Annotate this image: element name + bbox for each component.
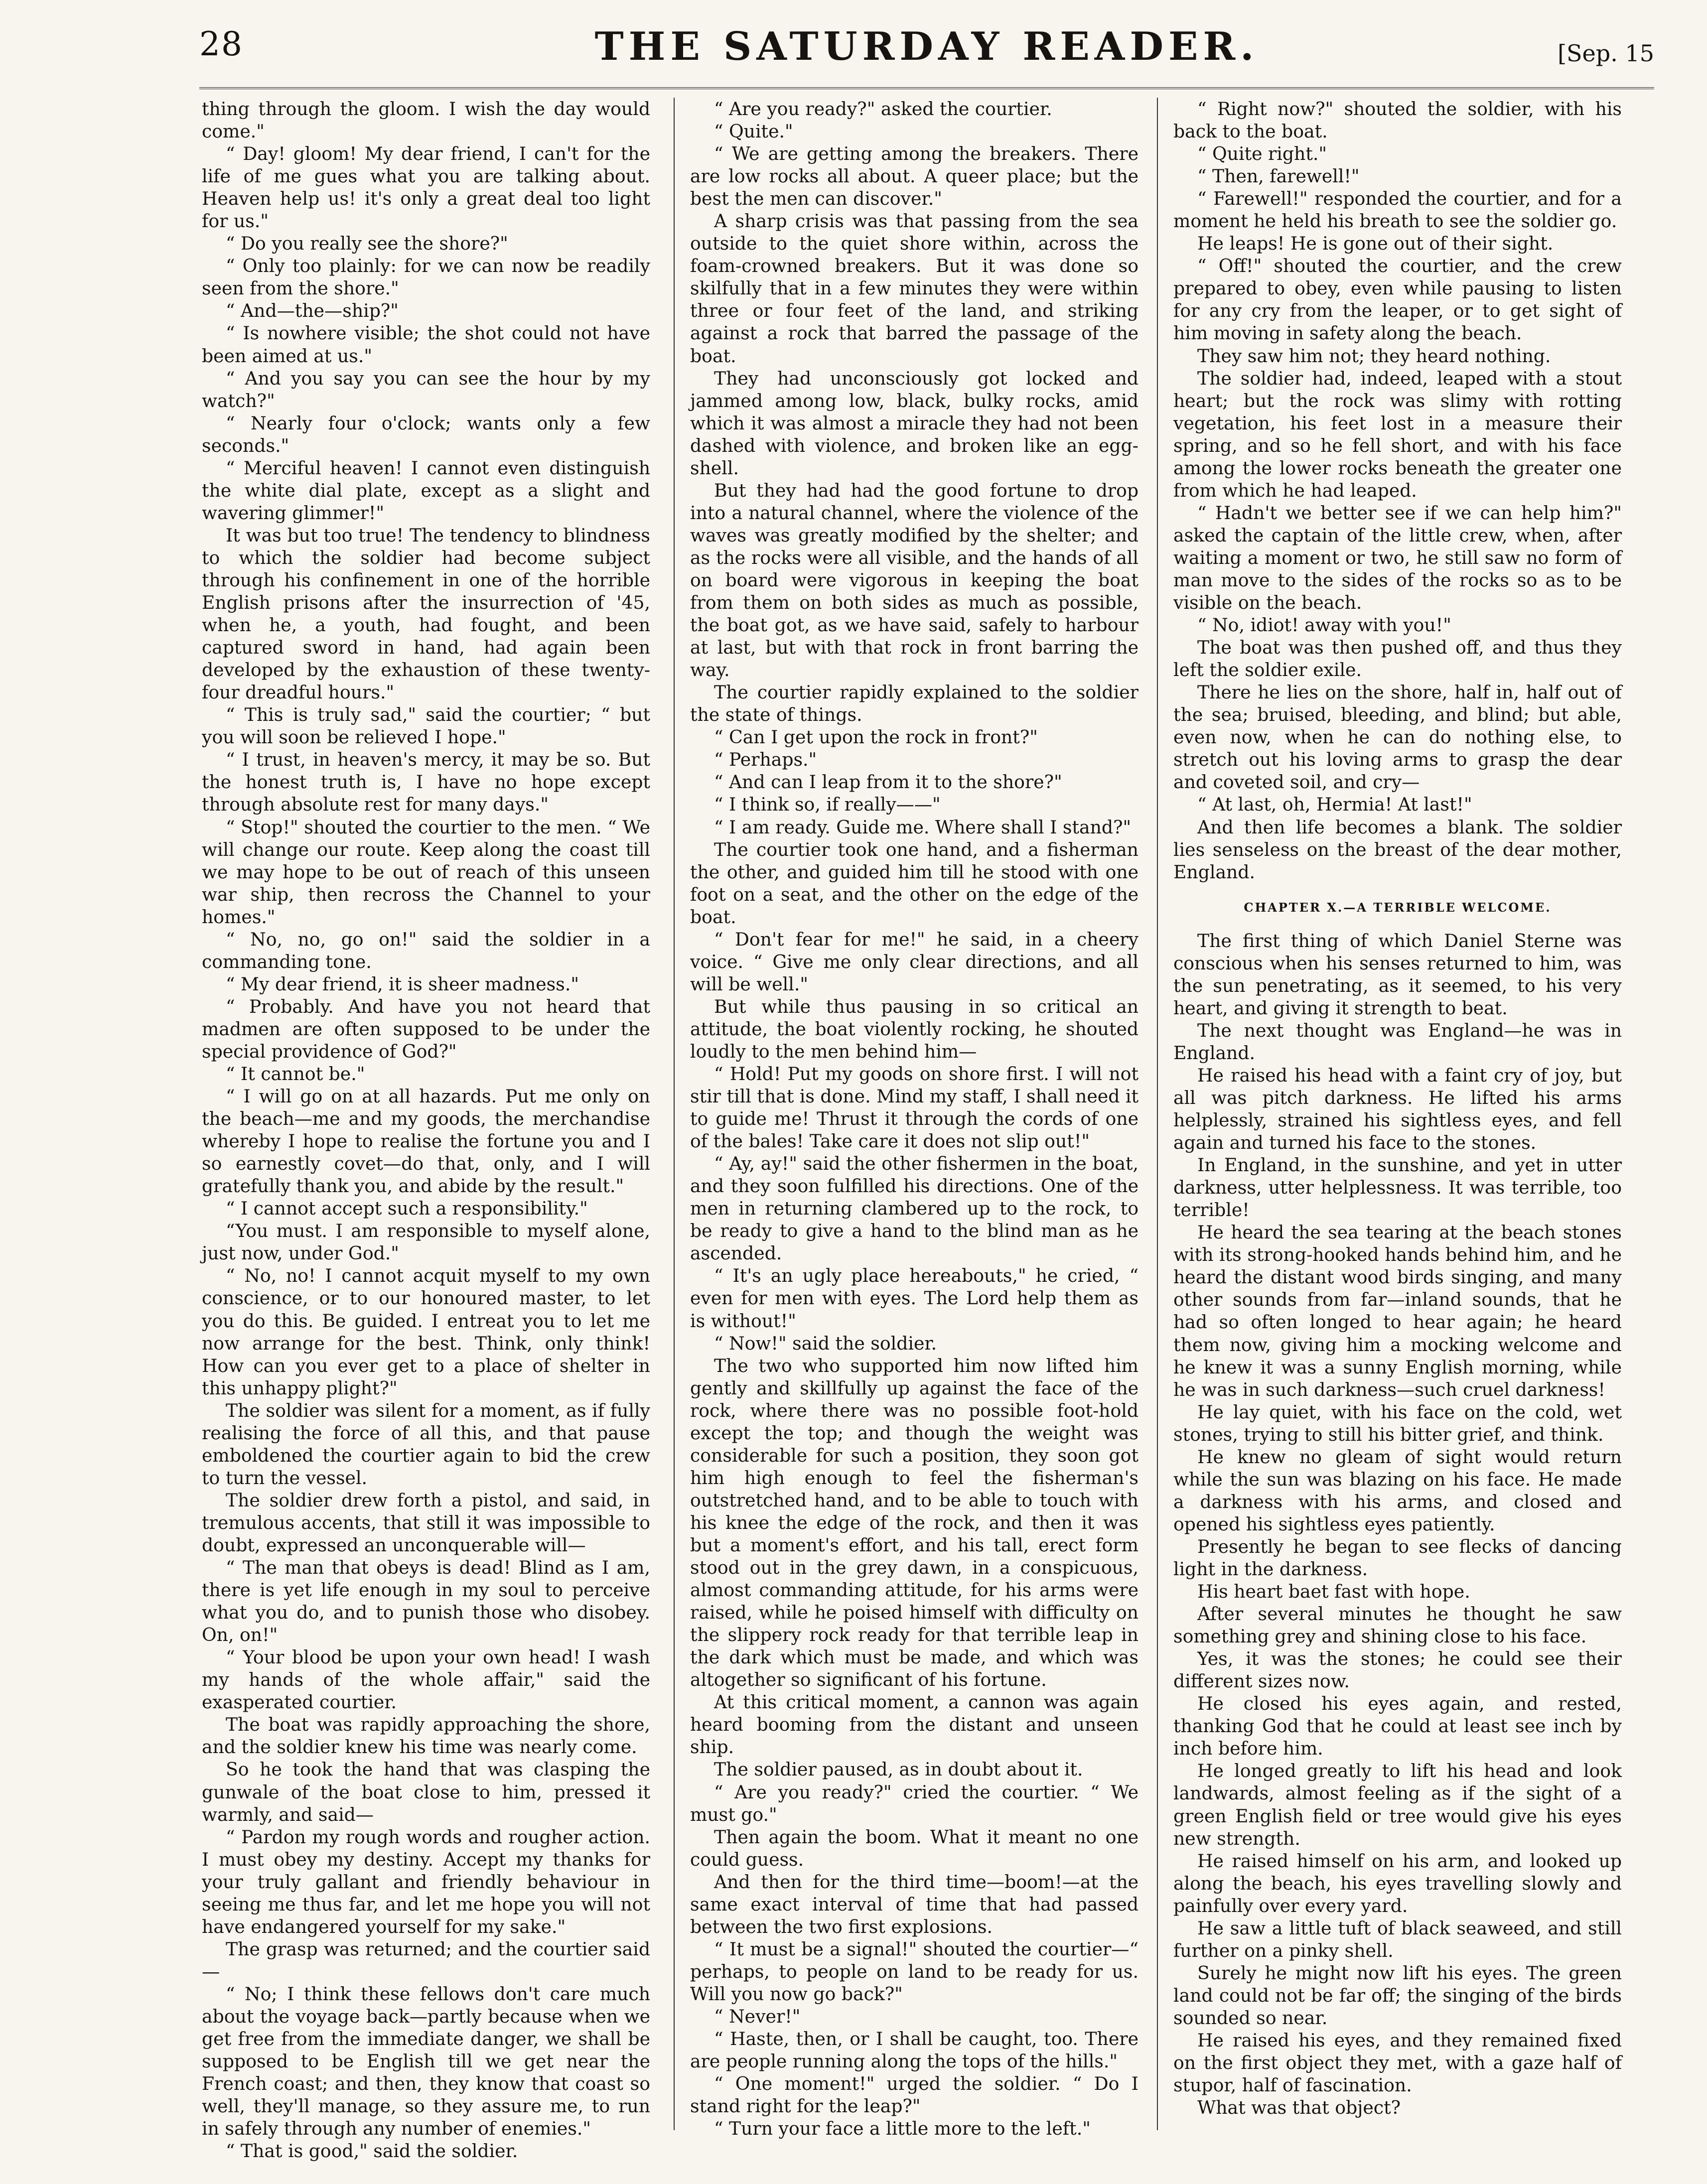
paragraph: “ Now!" said the soldier.: [714, 1332, 937, 1354]
paragraph: “ Farewell!" responded the courtier, and for a moment he held his breath to see the soldier go.: [1173, 188, 1622, 232]
page-number: 28: [199, 25, 243, 63]
paragraph: He leaps! He is gone out of their sight.: [1197, 233, 1554, 255]
chapter-heading: CHAPTER X.—A TERRIBLE WELCOME.: [1244, 900, 1552, 915]
issue-date: [Sep. 15: [1558, 40, 1654, 67]
paragraph: “ One moment!" urged the soldier. “ Do I stand right for the leap?": [690, 2073, 1138, 2117]
paragraph: “You must. I am responsible to myself alone, just now, under God.": [202, 1220, 650, 1264]
paragraph: “ And—the—ship?": [226, 300, 399, 322]
paragraph: But they had had the good fortune to drop into a natural channel, where the violence of the waves was greatly modified by the shelter; and as the rocks were all visible, and the hands of all on board were vigorous in keeping the boat from them on both sides as much as possible, the boat got, as we have said, safely to harbour at last, but with that rock in front barring the way.: [690, 479, 1138, 681]
column-divider: [674, 98, 675, 2130]
paragraph: “ Only too plainly: for we can now be readily seen from the shore.": [202, 255, 650, 299]
paragraph: “ I will go on at all hazards. Put me only on the beach—me and my goods, the merchandise whereby I hope to realise the fortune you and I so earnestly covet—do that, only, and I will gratefully thank you, and abide by the result.": [202, 1086, 650, 1197]
paragraph: He raised his head with a faint cry of joy, but all was pitch darkness. He lifted his arms helplessly, strained his sightless eyes, and fell again and turned his face to the stones.: [1173, 1064, 1622, 1154]
paragraph: At this critical moment, a cannon was again heard booming from the distant and unseen ship.: [690, 1691, 1138, 1758]
paragraph: He raised himself on his arm, and looked up along the beach, his eyes travelling slowly and painfully over every yard.: [1173, 1850, 1622, 1916]
paragraph: Presently he began to see flecks of dancing light in the darkness.: [1173, 1535, 1622, 1580]
paragraph: He knew no gleam of sight would return while the sun was blazing on his face. He made a darkness with his arms, and closed and opened his sightless eyes patiently.: [1173, 1446, 1622, 1535]
column-divider: [1157, 98, 1158, 2130]
paragraph: “ Do you really see the shore?": [226, 233, 508, 255]
paragraph: “ Day! gloom! My dear friend, I can't for the life of me gues what you are talking about. Heaven help us! it's only a great deal too light for us.": [202, 143, 650, 232]
paragraph: “ My dear friend, it is sheer madness.": [226, 973, 579, 995]
paragraph: And then life becomes a blank. The soldier lies senseless on the breast of the dear mother, England.: [1173, 816, 1622, 883]
column-3-part-2: [1173, 930, 1622, 2119]
paragraph: “ Is nowhere visible; the shot could not have been aimed at us.": [202, 322, 650, 367]
paragraph: “ And you say you can see the hour by my watch?": [202, 367, 650, 411]
paragraph: They saw him not; they heard nothing.: [1197, 345, 1551, 367]
paragraph: “ The man that obeys is dead! Blind as I am, there is yet life enough in my soul to perceive what you do, and to punish those who disobey. On, on!": [202, 1557, 650, 1646]
paragraph: He heard the sea tearing at the beach stones with its strong-hooked hands behind him, and he heard the distant wood birds singing, and many other sounds from far—inland sounds, that he had so often longed to hear again; he heard them now, giving him a mocking welcome and he knew it was a sunny English morning, while he was in such darkness—such cruel darkness!: [1173, 1222, 1622, 1400]
paragraph: “ Right now?" shouted the soldier, with his back to the boat.: [1173, 98, 1622, 142]
paragraph: In England, in the sunshine, and yet in utter darkness, utter helplessness. It was terrible, too terrible!: [1173, 1154, 1622, 1221]
paragraph: “ Haste, then, or I shall be caught, too. There are people running along the tops of the hills.": [690, 2028, 1138, 2072]
paragraph: “ Are you ready?" asked the courtier.: [714, 98, 1052, 120]
paragraph: “ It must be a signal!" shouted the courtier—“ perhaps, to people on land to be ready for us. Will you now go back?": [690, 1938, 1138, 2005]
paragraph: So he took the hand that was clasping the gunwale of the boat close to him, pressed it warmly, and said—: [202, 1759, 650, 1825]
paragraph: “ Ay, ay!" said the other fishermen in the boat, and they soon fulfilled his directions. One of the men in returning clambered up to the rock, to be ready to give a hand to the blind man as he ascended.: [690, 1153, 1138, 1264]
paragraph: “ Hold! Put my goods on shore first. I will not stir till that is done. Mind my staff, I shall need it to guide me! Thrust it through the cords of one of the bales! Take care it does not slip out!": [690, 1063, 1138, 1152]
paragraph: “ I cannot accept such a responsibility.": [226, 1198, 588, 1220]
paragraph: “ That is good," said the soldier.: [226, 2140, 518, 2162]
text-column-3: [1173, 98, 1622, 2119]
text-column-1: [202, 98, 650, 2162]
paragraph: He saw a little tuft of black seaweed, and still further on a pinky shell.: [1173, 1917, 1622, 1961]
paragraph: But while thus pausing in so critical an attitude, the boat violently rocking, he shouted loudly to the men behind him—: [690, 995, 1138, 1062]
paragraph: The first thing of which Daniel Sterne was conscious when his senses returned to him, was the sun penetrating, as it seemed, to his very heart, and giving it strength to beat.: [1173, 930, 1622, 1019]
paragraph: He closed his eyes again, and rested, thanking God that he could at least see inch by inch before him.: [1173, 1693, 1622, 1760]
paragraph: “ We are getting among the breakers. There are low rocks all about. A queer place; but the best the men can discover.": [690, 143, 1138, 210]
paragraph: “ Hadn't we better see if we can help him?" asked the captain of the little crew, when, after waiting a moment or two, he still saw no form of man move to the sides of the rocks so as to be visible on the beach.: [1173, 502, 1622, 614]
paragraph: “ At last, oh, Hermia! At last!": [1197, 794, 1472, 816]
paragraph: He lay quiet, with his face on the cold, wet stones, trying to still his bitter grief, and think.: [1173, 1401, 1622, 1445]
paragraph: “ Probably. And have you not heard that madmen are often supposed to be under the special providence of God?": [202, 995, 650, 1062]
paragraph: “ Merciful heaven! I cannot even distinguish the white dial plate, except as a slight and wavering glimmer!": [202, 457, 650, 524]
paragraph: “ No; I think these fellows don't care much about the voyage back—partly because when we get free from the immediate danger, we shall be supposed to be English till we get near the French coast; and then, they know that coast so well, they'll manage, so they assure me, to run in safely through any number of enemies.": [202, 1983, 650, 2140]
paragraph: “ No, idiot! away with you!": [1197, 614, 1451, 636]
paragraph: It was but too true! The tendency to blindness to which the soldier had become subject through his confinement in one of the horrible English prisons after the insurrection of '45, when he, a youth, had fought, and been captured sword in hand, had again been developed by the exhaustion of these twenty-four dreadful hours.": [202, 524, 650, 703]
paragraph: “ Are you ready?" cried the courtier. “ We must go.": [690, 1781, 1138, 1825]
paragraph: “ Pardon my rough words and rougher action. I must obey my destiny. Accept my thanks for your truly gallant and friendly behaviour in seeing me thus far, and let me hope you will not have endangered yourself for my sake.": [202, 1826, 650, 1937]
column-3-part-1: [1173, 98, 1622, 883]
paragraph: “ Can I get upon the rock in front?": [714, 726, 1038, 748]
paragraph: The boat was then pushed off, and thus they left the soldier exile.: [1173, 637, 1622, 681]
paragraph: “ I am ready. Guide me. Where shall I stand?": [714, 816, 1132, 838]
paragraph: “ Off!" shouted the courtier, and the crew prepared to obey, even while pausing to listen for any cry from the leaper, or to get sight of him moving in safety along the beach.: [1173, 255, 1622, 344]
page-header: [199, 20, 1654, 95]
paragraph: And then for the third time—boom!—at the same exact interval of time that had passed between the two first explosions.: [690, 1871, 1138, 1937]
paragraph: “ Perhaps.": [714, 749, 817, 771]
paragraph: “ Never!": [714, 2005, 801, 2027]
paragraph: The courtier took one hand, and a fisherman the other, and guided him till he stood with one foot on a seat, and the other on the edge of the boat.: [690, 838, 1138, 928]
paragraph: “ Stop!" shouted the courtier to the men. “ We will change our route. Keep along the coast till we may hope to be out of reach of this unseen war ship, then recross the Channel to your homes.": [202, 816, 650, 928]
paragraph: “ No, no! I cannot acquit myself to my own conscience, or to our honoured master, to let you do this. Be guided. I entreat you to let me now arrange for the best. Think, only think! How can you ever get to a place of shelter in this unhappy plight?": [202, 1265, 650, 1399]
paragraph: His heart baet fast with hope.: [1197, 1581, 1470, 1603]
paragraph: There he lies on the shore, half in, half out of the sea; bruised, bleeding, and blind; but able, even now, when he can do nothing else, to stretch out his loving arms to grasp the dear and coveted soil, and cry—: [1173, 682, 1622, 793]
header-rule: [199, 87, 1654, 89]
paragraph: Then again the boom. What it meant no one could guess.: [690, 1826, 1138, 1870]
paragraph: “ Quite.": [714, 121, 793, 142]
paragraph: “ I trust, in heaven's mercy, it may be so. But the honest truth is, I have no hope except through absolute rest for many days.": [202, 749, 650, 816]
paragraph: “ This is truly sad," said the courtier; “ but you will soon be relieved I hope.": [202, 704, 650, 748]
paragraph: “ Then, farewell!": [1197, 165, 1360, 187]
paragraph: The soldier paused, as in doubt about it.: [714, 1759, 1083, 1780]
paragraph: “ Turn your face a little more to the left.": [714, 2118, 1091, 2140]
paragraph: After several minutes he thought he saw something grey and shining close to his face.: [1173, 1603, 1622, 1647]
paragraph: He raised his eyes, and they remained fixed on the first object they met, with a gaze half of stupor, half of fascination.: [1173, 2029, 1622, 2096]
paragraph: The courtier rapidly explained to the soldier the state of things.: [690, 682, 1138, 726]
paragraph: “ No, no, go on!" said the soldier in a commanding tone.: [202, 928, 650, 972]
paragraph: They had unconsciously got locked and jammed among low, black, bulky rocks, amid which it was almost a miracle they had not been dashed with violence, and broken like an egg-shell.: [690, 367, 1138, 479]
paragraph: “ Nearly four o'clock; wants only a few seconds.": [202, 412, 650, 456]
paragraph: thing through the gloom. I wish the day would come.": [202, 98, 650, 142]
paragraph: “ Quite right.": [1197, 143, 1327, 165]
paragraph: “ It's an ugly place hereabouts," he cried, “ even for men with eyes. The Lord help them as is without!": [690, 1265, 1138, 1332]
paragraph: The soldier was silent for a moment, as if fully realising the force of all this, and that pause emboldened the courtier again to bid the crew to turn the vessel.: [202, 1399, 650, 1489]
paragraph: Yes, it was the stones; he could see their different sizes now.: [1173, 1648, 1622, 1692]
paragraph: “ Your blood be upon your own head! I wash my hands of the whole affair," said the exasperated courtier.: [202, 1646, 650, 1713]
paragraph: The next thought was England—he was in England.: [1173, 1019, 1622, 1064]
paragraph: The grasp was returned; and the courtier said—: [202, 1938, 650, 1982]
paragraph: “ It cannot be.": [226, 1063, 365, 1085]
paragraph: The two who supported him now lifted him gently and skillfully up against the face of the rock, where there was no possible foot-hold except the top; and though the weight was considerable for such a position, they soon got him high enough to feel the fisherman's outstretched hand, and to be able to touch with his knee the edge of the rock, and then it was but a moment's effort, and his tall, erect form stood out in the grey dawn, in a conspicuous, almost commanding attitude, for his arms were raised, while he poised himself with difficulty on the slippery rock ready for that terrible leap in the dark which must be made, and which was altogether so significant of his fortune.: [690, 1355, 1138, 1691]
paragraph: Surely he might now lift his eyes. The green land could not be far off; the singing of the birds sounded so near.: [1173, 1962, 1622, 2029]
paragraph: “ And can I leap from it to the shore?": [714, 771, 1062, 793]
paragraph: “ Don't fear for me!" he said, in a cheery voice. “ Give me only clear directions, and all will be well.": [690, 928, 1138, 995]
paragraph: The soldier had, indeed, leaped with a stout heart; but the rock was slimy with rotting vegetation, his feet lost in a measure their spring, and so he fell short, and with his face among the lower rocks beneath the greater one from which he had leaped.: [1173, 367, 1622, 501]
publication-title: THE SATURDAY READER.: [594, 24, 1259, 69]
paragraph: What was that object?: [1197, 2097, 1401, 2119]
paragraph: “ I think so, if really——": [714, 794, 941, 816]
paragraph: A sharp crisis was that passing from the sea outside to the quiet shore within, across the foam-crowned breakers. But it was done so skilfully that in a few minutes they were within three or four feet of the land, and striking against a rock that barred the passage of the boat.: [690, 210, 1138, 367]
paragraph: The boat was rapidly approaching the shore, and the soldier knew his time was nearly come.: [202, 1714, 650, 1758]
paragraph: The soldier drew forth a pistol, and said, in tremulous accents, that still it was impossible to doubt, expressed an unconquerable will—: [202, 1489, 650, 1556]
paragraph: He longed greatly to lift his head and look landwards, almost feeling as if the sight of a green English field or tree would give his eyes new strength.: [1173, 1760, 1622, 1849]
text-column-2: [690, 98, 1138, 2140]
